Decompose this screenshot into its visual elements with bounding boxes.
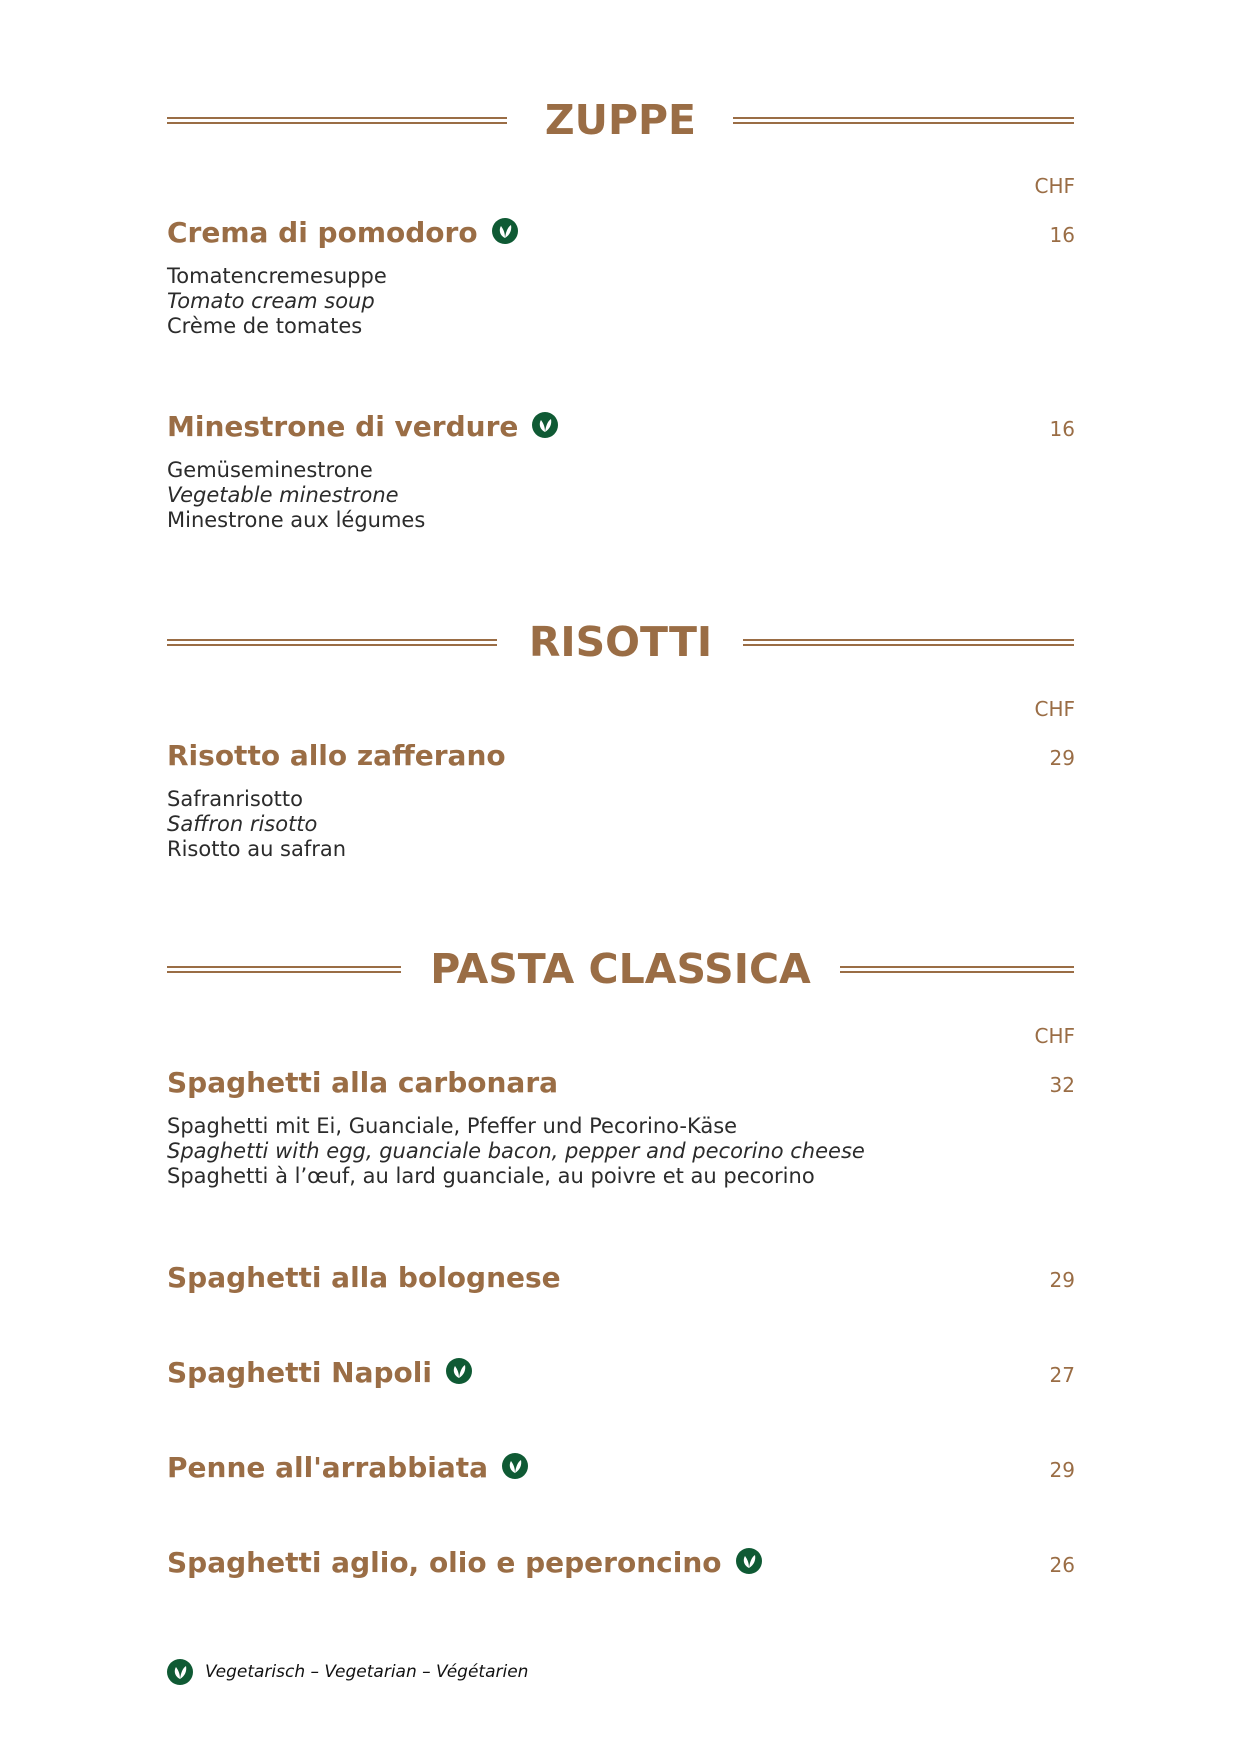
description-fr: Crème de tomates bbox=[167, 314, 363, 338]
dish-name: Spaghetti alla bolognese bbox=[167, 1261, 561, 1294]
section-header-risotti bbox=[0, 612, 1241, 672]
leaf-icon bbox=[736, 1548, 762, 1574]
section-title: ZUPPE bbox=[544, 96, 697, 144]
menu-item bbox=[167, 1258, 1075, 1298]
dish-price: 32 bbox=[1049, 1073, 1075, 1097]
leaf-icon bbox=[446, 1358, 472, 1384]
dish-name: Crema di pomodoro bbox=[167, 216, 478, 249]
leaf-icon bbox=[502, 1453, 528, 1479]
menu-item bbox=[167, 1448, 1075, 1488]
leaf-icon bbox=[167, 1659, 193, 1685]
section-header-pasta-classica bbox=[0, 939, 1241, 999]
divider-right bbox=[743, 639, 1074, 646]
description-de: Safranrisotto bbox=[167, 787, 303, 811]
description-fr: Risotto au safran bbox=[167, 837, 347, 861]
dish-price: 16 bbox=[1049, 417, 1075, 441]
divider-right bbox=[840, 966, 1074, 973]
dish-name: Spaghetti aglio, olio e peperoncino bbox=[167, 1546, 722, 1579]
dish-description bbox=[167, 458, 1075, 533]
dish-price: 16 bbox=[1049, 223, 1075, 247]
menu-item bbox=[167, 1063, 1075, 1189]
leaf-icon bbox=[532, 412, 558, 438]
currency-label: CHF bbox=[1034, 174, 1075, 198]
dish-name: Spaghetti Napoli bbox=[167, 1356, 432, 1389]
description-en: Spaghetti with egg, guanciale bacon, pepper and pecorino cheese bbox=[167, 1139, 865, 1163]
dish-price: 29 bbox=[1049, 746, 1075, 770]
section-title: RISOTTI bbox=[528, 618, 713, 666]
section-header-zuppe bbox=[0, 90, 1241, 150]
dish-price: 29 bbox=[1049, 1458, 1075, 1482]
description-en: Saffron risotto bbox=[167, 812, 318, 836]
dish-name: Spaghetti alla carbonara bbox=[167, 1066, 559, 1099]
menu-item bbox=[167, 407, 1075, 533]
menu-item bbox=[167, 1353, 1075, 1393]
leaf-icon bbox=[492, 218, 518, 244]
section-title: PASTA CLASSICA bbox=[430, 945, 811, 993]
dish-price: 27 bbox=[1049, 1363, 1075, 1387]
dish-price: 26 bbox=[1049, 1553, 1075, 1577]
dish-price: 29 bbox=[1049, 1268, 1075, 1292]
description-en: Tomato cream soup bbox=[167, 289, 375, 313]
divider-right bbox=[733, 117, 1074, 124]
currency-label: CHF bbox=[1034, 1024, 1075, 1048]
description-fr: Spaghetti à l’œuf, au lard guanciale, au poivre et au pecorino bbox=[167, 1164, 815, 1188]
dish-name: Minestrone di verdure bbox=[167, 410, 519, 443]
description-de: Spaghetti mit Ei, Guanciale, Pfeffer und Pecorino-Käse bbox=[167, 1114, 738, 1138]
dish-description bbox=[167, 787, 1075, 862]
description-fr: Minestrone aux légumes bbox=[167, 508, 426, 532]
description-en: Vegetable minestrone bbox=[167, 483, 399, 507]
dish-name: Penne all'arrabbiata bbox=[167, 1451, 489, 1484]
description-de: Gemüseminestrone bbox=[167, 458, 373, 482]
dish-name: Risotto allo zafferano bbox=[167, 739, 506, 772]
description-de: Tomatencremesuppe bbox=[167, 264, 387, 288]
menu-item bbox=[167, 213, 1075, 339]
menu-item bbox=[167, 1543, 1075, 1583]
vegetarian-legend bbox=[167, 1657, 528, 1685]
menu-item bbox=[167, 736, 1075, 862]
legend-text: Vegetarisch – Vegetarian – Végétarien bbox=[205, 1661, 529, 1682]
dish-description bbox=[167, 1114, 1075, 1189]
dish-description bbox=[167, 264, 1075, 339]
currency-label: CHF bbox=[1034, 697, 1075, 721]
